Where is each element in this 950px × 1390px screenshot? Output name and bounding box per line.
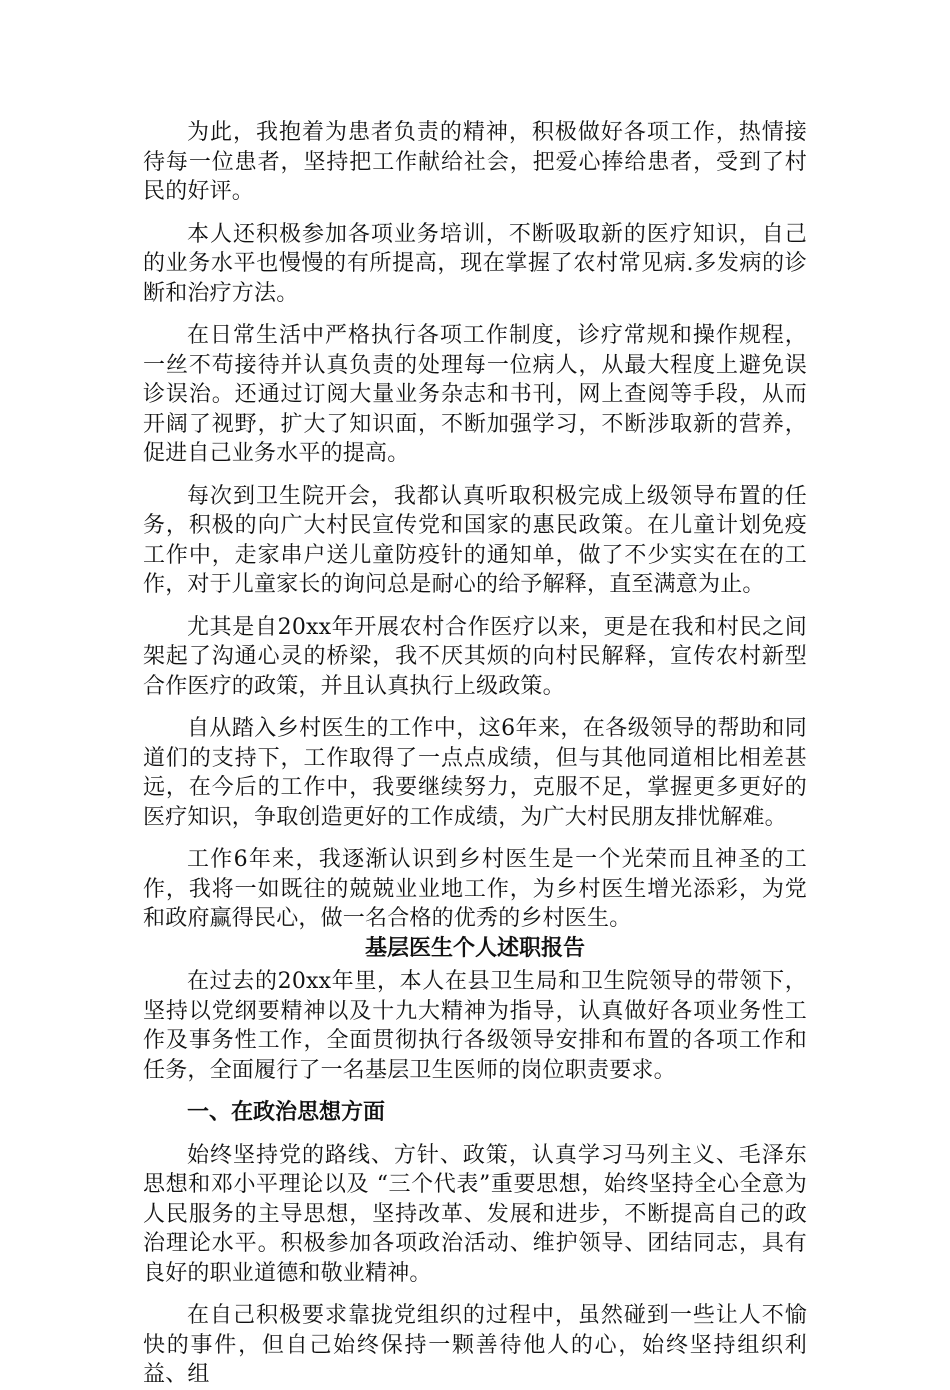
section-heading-politics: 一、在政治思想方面	[187, 1099, 386, 1125]
paragraph-5: 尤其是自20xx年开展农村合作医疗以来，更是在我和村民之间架起了沟通心灵的桥梁，我不厌其烦的向村民解释，宣传农村新型合作医疗的政策，并且认真执行上级政策。	[143, 614, 807, 699]
paragraph-4: 每次到卫生院开会，我都认真听取积极完成上级领导布置的任务，积极的向广大村民宣传党和国家的惠民政策。在儿童计划免疫工作中，走家串户送儿童防疫针的通知单，做了不少实实在在的工作，对于儿童家长的询问总是耐心的给予解释，直至满意为止。	[143, 483, 807, 597]
document-page	[143, 118, 807, 1390]
paragraph-6: 自从踏入乡村医生的工作中，这6年来，在各级领导的帮助和同道们的支持下，工作取得了一点点成绩，但与其他同道相比相差甚远，在今后的工作中，我要继续努力，克服不足，掌握更多更好的医疗知识，争取创造更好的工作成绩，为广大村民朋友排忧解难。	[143, 716, 807, 830]
section1-paragraph-1: 始终坚持党的路线、方针、政策，认真学习马列主义、毛泽东思想和邓小平理论以及 “三个代表”重要思想，始终坚持全心全意为人民服务的主导思想，坚持改革、发展和进步，不断提高自己的政治理论水平。积极参加各项政治活动、维护领导、团结同志，具有良好的职业道德和敬业精神。	[143, 1142, 807, 1286]
report-title: 基层医生个人述职报告	[364, 934, 585, 961]
intro-paragraph: 在过去的20xx年里，本人在县卫生局和卫生院领导的带领下，坚持以党纲要精神以及十九大精神为指导，认真做好各项业务性工作及事务性工作，全面贯彻执行各级领导安排和布置的各项工作和任务，全面履行了一名基层卫生医师的岗位职责要求。	[143, 969, 807, 1083]
paragraph-1: 为此，我抱着为患者负责的精神，积极做好各项工作，热情接待每一位患者，坚持把工作献给社会，把爱心捧给患者，受到了村民的好评。	[143, 120, 807, 204]
paragraph-2: 本人还积极参加各项业务培训，不断吸取新的医疗知识，自己的业务水平也慢慢的有所提高，现在掌握了农村常见病.多发病的诊断和治疗方法。	[143, 221, 807, 306]
section1-paragraph-2: 在自己积极要求靠拢党组织的过程中，虽然碰到一些让人不愉快的事件，但自己始终保持一颗善待他人的心，始终坚持组织利益、组	[143, 1303, 807, 1387]
paragraph-7: 工作6年来，我逐渐认识到乡村医生是一个光荣而且神圣的工作，我将一如既往的兢兢业业地工作，为乡村医生增光添彩，为党和政府赢得民心，做一名合格的优秀的乡村医生。	[143, 847, 807, 931]
paragraph-3: 在日常生活中严格执行各项工作制度，诊疗常规和操作规程，一丝不苟接待并认真负责的处理每一位病人，从最大程度上避免误诊误治。还通过订阅大量业务杂志和书刊，网上查阅等手段，从而开阔了视野，扩大了知识面，不断加强学习，不断涉取新的营养，促进自己业务水平的提高。	[143, 323, 807, 466]
